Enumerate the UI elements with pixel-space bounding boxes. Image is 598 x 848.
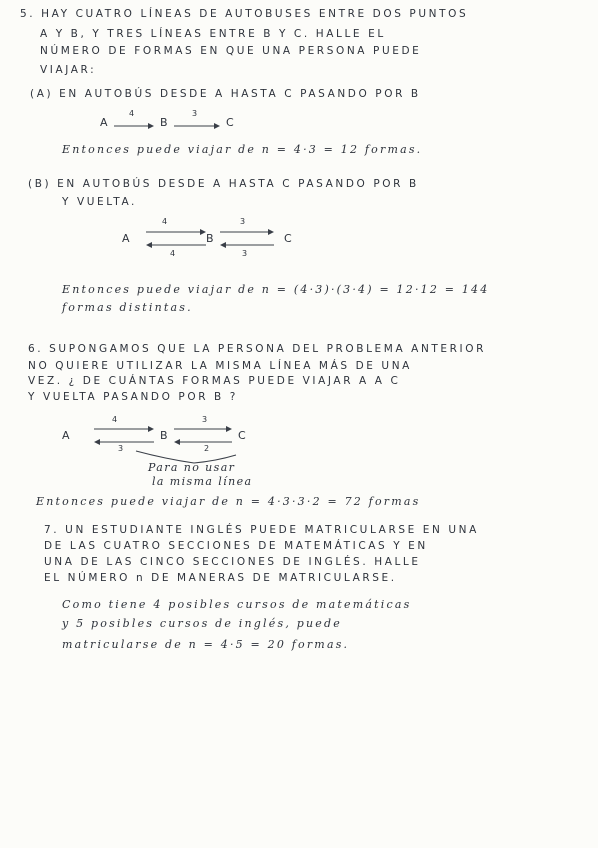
problem-7-answer-line-3: matricularse de n = 4·5 = 20 formas. [62, 638, 350, 651]
problem-7-statement-line-2: DE LAS CUATRO SECCIONES DE MATEMÁTICAS Y EN [44, 540, 428, 552]
problem-7-statement-line-3: UNA DE LAS CINCO SECCIONES DE INGLÉS. HALLE [44, 556, 421, 568]
problem-7-statement-line-4: EL NÚMERO n DE MANERAS DE MATRICULARSE. [44, 572, 397, 584]
arrow-b-c-label: 3 [202, 415, 208, 424]
problem-5-statement-line-2: A Y B, Y TRES LÍNEAS ENTRE B Y C. HALLE EL [40, 28, 386, 40]
problem-7-statement-line-1: 7. UN ESTUDIANTE INGLÉS PUEDE MATRICULARSE EN UNA [44, 524, 479, 536]
problem-7-answer-line-1: Como tiene 4 posibles cursos de matemáticas [62, 598, 412, 611]
diagram-node-c: C [238, 429, 246, 442]
problem-6-result: Entonces puede viajar de n = 4·3·3·2 = 72 formas [36, 495, 421, 508]
diagram-node-a: A [122, 232, 130, 245]
problem-5b-title-line-1: (B) EN AUTOBÚS DESDE A HASTA C PASANDO POR B [28, 178, 419, 190]
problem-6-note-line-2: la misma línea [152, 475, 253, 488]
diagram-node-b: B [160, 116, 168, 129]
arrows-b-c [220, 227, 274, 251]
problem-6-note-line-1: Para no usar [148, 461, 236, 474]
arrows-a-b [94, 424, 154, 448]
problem-6-statement-line-4: Y VUELTA PASANDO POR B ? [28, 391, 238, 403]
problem-5b-result-line-2: formas distintas. [62, 301, 193, 314]
arrow-a-b-label: 4 [129, 109, 135, 118]
diagram-node-a: A [100, 116, 108, 129]
arrow-a-b [114, 121, 154, 131]
arrow-a-b-label: 4 [112, 415, 118, 424]
diagram-node-b: B [206, 232, 214, 245]
diagram-node-a: A [62, 429, 70, 442]
problem-6-statement-line-1: 6. SUPONGAMOS QUE LA PERSONA DEL PROBLEMA ANTERIOR [28, 343, 487, 355]
problem-5a-result: Entonces puede viajar de n = 4·3 = 12 formas. [62, 143, 423, 156]
arrows-b-c [174, 424, 232, 448]
problem-7-answer-line-2: y 5 posibles cursos de inglés, puede [62, 617, 342, 630]
arrow-c-b-label: 3 [242, 249, 248, 258]
problem-5b-title-line-2: Y VUELTA. [62, 196, 137, 208]
problem-5-statement-line-1: 5. HAY CUATRO LÍNEAS DE AUTOBUSES ENTRE DOS PUNTOS [20, 8, 469, 20]
arrow-b-a-label: 3 [118, 444, 124, 453]
problem-6-statement-line-2: NO QUIERE UTILIZAR LA MISMA LÍNEA MÁS DE UNA [28, 360, 412, 372]
problem-5a-title: (A) EN AUTOBÚS DESDE A HASTA C PASANDO POR B [30, 88, 421, 100]
diagram-node-b: B [160, 429, 168, 442]
arrow-b-c-label: 3 [192, 109, 198, 118]
arrow-b-c-label: 3 [240, 217, 246, 226]
arrow-b-a-label: 4 [170, 249, 176, 258]
problem-5-statement-line-4: VIAJAR: [40, 64, 97, 76]
problem-5b-result-line-1: Entonces puede viajar de n = (4·3)·(3·4) = 12·12 = 144 [62, 283, 490, 296]
diagram-node-c: C [284, 232, 292, 245]
problem-5-statement-line-3: NÚMERO DE FORMAS EN QUE UNA PERSONA PUEDE [40, 45, 422, 57]
arrows-a-b [146, 227, 206, 251]
problem-5b-diagram [122, 216, 312, 260]
arrow-b-c [174, 121, 220, 131]
arrow-a-b-label: 4 [162, 217, 168, 226]
diagram-node-c: C [226, 116, 234, 129]
problem-6-statement-line-3: VEZ. ¿ DE CUÁNTAS FORMAS PUEDE VIAJAR A A C [28, 375, 401, 387]
arrow-c-b-label: 2 [204, 444, 210, 453]
problem-5a-diagram [100, 108, 260, 132]
